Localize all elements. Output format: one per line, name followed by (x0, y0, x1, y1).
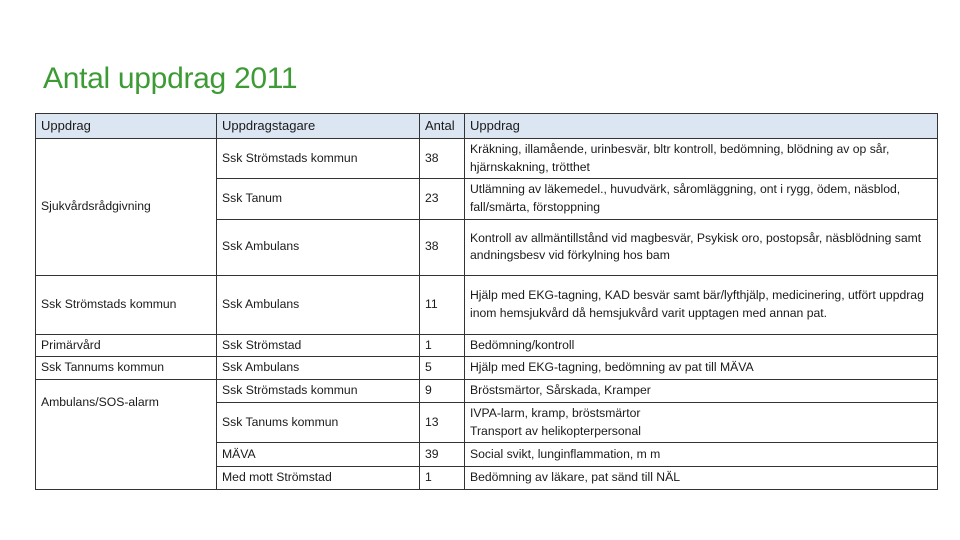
group-cell-tanum: Ssk Tannums kommun (36, 357, 217, 380)
cell-agare: Ssk Strömstad (217, 334, 420, 357)
cell-desc: Utlämning av läkemedel., huvudvärk, såromläggning, ont i rygg, ödem, näsblod, fall/smärta, förstoppning (465, 179, 938, 219)
group-cell-sjukvard: Sjukvårdsrådgivning (36, 139, 217, 276)
cell-agare: Ssk Ambulans (217, 357, 420, 380)
cell-desc: Bedömning av läkare, pat sänd till NÄL (465, 467, 938, 490)
cell-desc: Bröstsmärtor, Sårskada, Kramper (465, 380, 938, 403)
cell-desc: Hjälp med EKG-tagning, KAD besvär samt bär/lyfthjälp, medicinering, utfört uppdrag inom hemsjukvård då hemsjukvård varit upptagen med annan pat. (465, 275, 938, 334)
cell-antal: 1 (420, 467, 465, 490)
header-uppdrag-description: Uppdrag (465, 114, 938, 139)
cell-desc: Hjälp med EKG-tagning, bedömning av pat till MÄVA (465, 357, 938, 380)
cell-antal: 5 (420, 357, 465, 380)
cell-desc: IVPA-larm, kramp, bröstsmärtor Transport av helikopterpersonal (465, 402, 938, 442)
cell-antal: 13 (420, 402, 465, 442)
cell-agare: Ssk Strömstads kommun (217, 380, 420, 403)
cell-antal: 23 (420, 179, 465, 219)
cell-antal: 38 (420, 219, 465, 275)
cell-agare: MÄVA (217, 443, 420, 467)
assignments-table (35, 113, 938, 490)
table-row (36, 357, 938, 380)
table-row (36, 275, 938, 334)
page-title: Antal uppdrag 2011 (43, 62, 298, 95)
header-antal: Antal (420, 114, 465, 139)
cell-agare: Med mott Strömstad (217, 467, 420, 490)
table-row (36, 139, 938, 179)
cell-agare: Ssk Tanums kommun (217, 402, 420, 442)
cell-desc: Bedömning/kontroll (465, 334, 938, 357)
group-cell-strom: Ssk Strömstads kommun (36, 275, 217, 334)
cell-desc: Social svikt, lunginflammation, m m (465, 443, 938, 467)
table-row (36, 334, 938, 357)
cell-antal: 11 (420, 275, 465, 334)
cell-antal: 9 (420, 380, 465, 403)
cell-antal: 39 (420, 443, 465, 467)
cell-desc: Kräkning, illamående, urinbesvär, bltr kontroll, bedömning, blödning av op sår, hjärnskakning, trötthet (465, 139, 938, 179)
cell-agare: Ssk Ambulans (217, 275, 420, 334)
cell-agare: Ssk Tanum (217, 179, 420, 219)
table-header-row (36, 114, 938, 139)
cell-antal: 38 (420, 139, 465, 179)
table-row (36, 380, 938, 403)
cell-desc: Kontroll av allmäntillstånd vid magbesvär, Psykisk oro, postopsår, näsblödning samt andningsbesv vid förkylning hos bam (465, 219, 938, 275)
header-uppdrag: Uppdrag (36, 114, 217, 139)
group-cell-primar: Primärvård (36, 334, 217, 357)
cell-antal: 1 (420, 334, 465, 357)
cell-agare: Ssk Ambulans (217, 219, 420, 275)
header-uppdragstagare: Uppdragstagare (217, 114, 420, 139)
cell-agare: Ssk Strömstads kommun (217, 139, 420, 179)
group-cell-ambulans: Ambulans/SOS-alarm (36, 380, 217, 490)
